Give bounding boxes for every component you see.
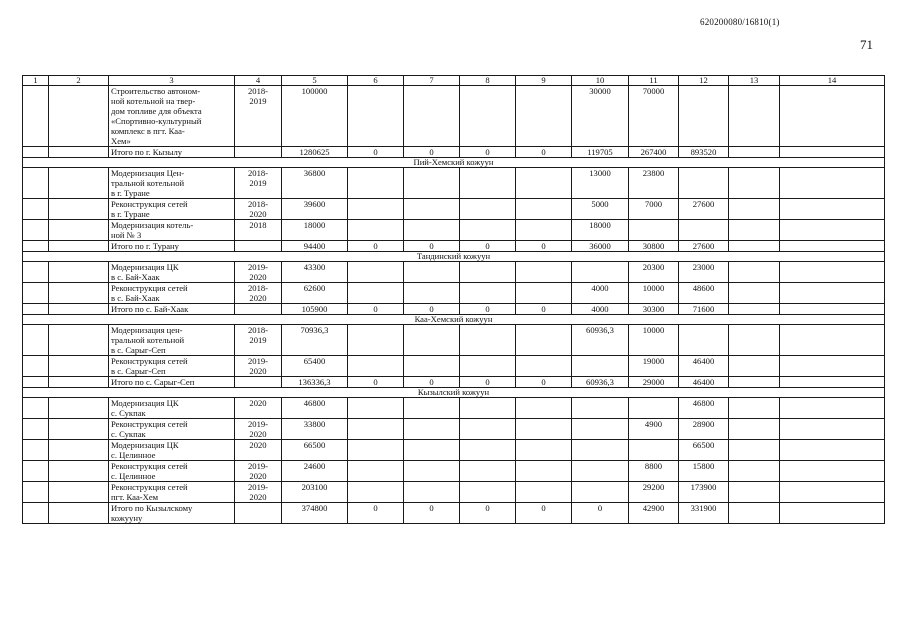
cell-col2 — [49, 262, 109, 283]
value-cell-c5: 105900 — [282, 304, 348, 315]
value-cell-c7 — [404, 356, 460, 377]
value-cell-c11: 23800 — [629, 168, 679, 199]
cell-col13 — [729, 482, 780, 503]
value-cell-c5: 100000 — [282, 86, 348, 147]
column-number-5: 5 — [282, 76, 348, 86]
value-cell-c10: 119705 — [572, 147, 629, 158]
table-row — [23, 220, 885, 241]
cell-col2 — [49, 440, 109, 461]
period-cell — [235, 377, 282, 388]
period-cell: 2019- 2020 — [235, 419, 282, 440]
table-row — [23, 168, 885, 199]
value-cell-c8 — [460, 325, 516, 356]
cell-col1 — [23, 220, 49, 241]
value-cell-c9: 0 — [516, 241, 572, 252]
value-cell-c10 — [572, 262, 629, 283]
value-cell-c5: 374800 — [282, 503, 348, 524]
value-cell-c12 — [679, 86, 729, 147]
cell-col2 — [49, 325, 109, 356]
value-cell-c6 — [348, 262, 404, 283]
document-number: 620200080/16810(1) — [700, 17, 780, 27]
measure-name-cell: Модернизация котель- ной № 3 — [109, 220, 235, 241]
column-number-12: 12 — [679, 76, 729, 86]
value-cell-c7 — [404, 482, 460, 503]
value-cell-c6: 0 — [348, 147, 404, 158]
cell-col14 — [780, 86, 885, 147]
value-cell-c10: 60936,3 — [572, 377, 629, 388]
measure-name-cell: Модернизация ЦК с. Сукпак — [109, 398, 235, 419]
value-cell-c7 — [404, 419, 460, 440]
value-cell-c11: 30300 — [629, 304, 679, 315]
value-cell-c9: 0 — [516, 377, 572, 388]
cell-col14 — [780, 147, 885, 158]
value-cell-c11: 30800 — [629, 241, 679, 252]
table-row — [23, 199, 885, 220]
value-cell-c12: 28900 — [679, 419, 729, 440]
value-cell-c8 — [460, 482, 516, 503]
value-cell-c7: 0 — [404, 503, 460, 524]
value-cell-c9 — [516, 283, 572, 304]
period-cell: 2019- 2020 — [235, 461, 282, 482]
cell-col2 — [49, 356, 109, 377]
table-row — [23, 461, 885, 482]
measure-name-cell: Итого по с. Сарыг-Сеп — [109, 377, 235, 388]
cell-col1 — [23, 241, 49, 252]
value-cell-c5: 203100 — [282, 482, 348, 503]
cell-col2 — [49, 482, 109, 503]
cell-col14 — [780, 482, 885, 503]
value-cell-c8 — [460, 461, 516, 482]
value-cell-c12 — [679, 168, 729, 199]
value-cell-c6 — [348, 168, 404, 199]
value-cell-c12: 893520 — [679, 147, 729, 158]
value-cell-c12 — [679, 220, 729, 241]
cell-col14 — [780, 262, 885, 283]
value-cell-c7 — [404, 325, 460, 356]
value-cell-c7 — [404, 168, 460, 199]
value-cell-c8 — [460, 86, 516, 147]
value-cell-c9: 0 — [516, 503, 572, 524]
cell-col2 — [49, 398, 109, 419]
period-cell: 2020 — [235, 440, 282, 461]
value-cell-c10 — [572, 461, 629, 482]
value-cell-c5: 36800 — [282, 168, 348, 199]
value-cell-c12: 71600 — [679, 304, 729, 315]
cell-col2 — [49, 241, 109, 252]
measure-name-cell: Модернизация цен- тральной котельной в с. Сарыг-Сеп — [109, 325, 235, 356]
value-cell-c7 — [404, 398, 460, 419]
value-cell-c10: 30000 — [572, 86, 629, 147]
cell-col2 — [49, 283, 109, 304]
cell-col2 — [49, 304, 109, 315]
cell-col13 — [729, 86, 780, 147]
cell-col1 — [23, 325, 49, 356]
cell-col13 — [729, 503, 780, 524]
cell-col1 — [23, 262, 49, 283]
value-cell-c11: 19000 — [629, 356, 679, 377]
value-cell-c5: 70936,3 — [282, 325, 348, 356]
value-cell-c11: 29000 — [629, 377, 679, 388]
value-cell-c10 — [572, 440, 629, 461]
column-number-13: 13 — [729, 76, 780, 86]
value-cell-c8 — [460, 283, 516, 304]
column-number-row — [23, 76, 885, 86]
cell-col1 — [23, 283, 49, 304]
cell-col1 — [23, 86, 49, 147]
value-cell-c10: 0 — [572, 503, 629, 524]
period-cell: 2020 — [235, 398, 282, 419]
cell-col2 — [49, 168, 109, 199]
value-cell-c9 — [516, 199, 572, 220]
measure-name-cell: Реконструкция сетей в г. Туране — [109, 199, 235, 220]
cell-col14 — [780, 168, 885, 199]
period-cell: 2019- 2020 — [235, 262, 282, 283]
measure-name-cell: Модернизация Цен- тральной котельной в г. Туране — [109, 168, 235, 199]
value-cell-c11: 42900 — [629, 503, 679, 524]
value-cell-c5: 24600 — [282, 461, 348, 482]
value-cell-c10 — [572, 482, 629, 503]
period-cell: 2018- 2019 — [235, 86, 282, 147]
value-cell-c12: 66500 — [679, 440, 729, 461]
value-cell-c12: 46800 — [679, 398, 729, 419]
period-cell: 2018- 2020 — [235, 199, 282, 220]
value-cell-c5: 94400 — [282, 241, 348, 252]
cell-col1 — [23, 147, 49, 158]
section-title: Кызылский кожуун — [23, 388, 885, 398]
cell-col2 — [49, 147, 109, 158]
table-row — [23, 325, 885, 356]
value-cell-c11 — [629, 220, 679, 241]
cell-col14 — [780, 419, 885, 440]
cell-col1 — [23, 398, 49, 419]
period-cell — [235, 304, 282, 315]
value-cell-c6: 0 — [348, 304, 404, 315]
cell-col1 — [23, 461, 49, 482]
value-cell-c8 — [460, 168, 516, 199]
value-cell-c11: 10000 — [629, 325, 679, 356]
cell-col14 — [780, 461, 885, 482]
value-cell-c12: 27600 — [679, 199, 729, 220]
measure-name-cell: Итого по г. Турану — [109, 241, 235, 252]
measure-name-cell: Реконструкция сетей с. Целинное — [109, 461, 235, 482]
cell-col13 — [729, 440, 780, 461]
value-cell-c6 — [348, 398, 404, 419]
period-cell — [235, 241, 282, 252]
cell-col1 — [23, 419, 49, 440]
value-cell-c11: 4900 — [629, 419, 679, 440]
value-cell-c12: 48600 — [679, 283, 729, 304]
measure-name-cell: Реконструкция сетей с. Сукпак — [109, 419, 235, 440]
value-cell-c6 — [348, 199, 404, 220]
cell-col1 — [23, 199, 49, 220]
cell-col13 — [729, 168, 780, 199]
value-cell-c8: 0 — [460, 503, 516, 524]
value-cell-c6 — [348, 356, 404, 377]
cell-col13 — [729, 220, 780, 241]
value-cell-c9: 0 — [516, 304, 572, 315]
column-number-2: 2 — [49, 76, 109, 86]
column-number-6: 6 — [348, 76, 404, 86]
measure-name-cell: Реконструкция сетей пгт. Каа-Хем — [109, 482, 235, 503]
value-cell-c7: 0 — [404, 377, 460, 388]
cell-col13 — [729, 262, 780, 283]
value-cell-c8 — [460, 356, 516, 377]
value-cell-c6 — [348, 461, 404, 482]
value-cell-c5: 33800 — [282, 419, 348, 440]
measure-name-cell: Итого по с. Бай-Хаак — [109, 304, 235, 315]
section-title: Тандинский кожуун — [23, 252, 885, 262]
table-row — [23, 398, 885, 419]
value-cell-c7 — [404, 440, 460, 461]
cell-col14 — [780, 220, 885, 241]
value-cell-c6 — [348, 419, 404, 440]
section-header-row — [23, 158, 885, 168]
cell-col13 — [729, 283, 780, 304]
value-cell-c9 — [516, 86, 572, 147]
value-cell-c10: 4000 — [572, 304, 629, 315]
period-cell: 2018 — [235, 220, 282, 241]
value-cell-c8: 0 — [460, 304, 516, 315]
cell-col2 — [49, 199, 109, 220]
column-number-4: 4 — [235, 76, 282, 86]
measure-name-cell: Модернизация ЦК в с. Бай-Хаак — [109, 262, 235, 283]
section-header-row — [23, 388, 885, 398]
value-cell-c5: 46800 — [282, 398, 348, 419]
value-cell-c12: 46400 — [679, 356, 729, 377]
section-title: Пий-Хемский кожуун — [23, 158, 885, 168]
table-row — [23, 283, 885, 304]
value-cell-c8 — [460, 419, 516, 440]
measure-name-cell: Реконструкция сетей в с. Бай-Хаак — [109, 283, 235, 304]
measure-name-cell: Итого по г. Кызылу — [109, 147, 235, 158]
value-cell-c11: 7000 — [629, 199, 679, 220]
cell-col2 — [49, 461, 109, 482]
value-cell-c5: 66500 — [282, 440, 348, 461]
budget-table — [22, 75, 885, 524]
value-cell-c7: 0 — [404, 241, 460, 252]
cell-col1 — [23, 440, 49, 461]
value-cell-c6: 0 — [348, 377, 404, 388]
value-cell-c5: 1280625 — [282, 147, 348, 158]
cell-col14 — [780, 304, 885, 315]
value-cell-c8 — [460, 440, 516, 461]
value-cell-c11: 70000 — [629, 86, 679, 147]
cell-col13 — [729, 199, 780, 220]
column-number-10: 10 — [572, 76, 629, 86]
value-cell-c6 — [348, 440, 404, 461]
cell-col14 — [780, 377, 885, 388]
value-cell-c6 — [348, 325, 404, 356]
value-cell-c5: 39600 — [282, 199, 348, 220]
value-cell-c10: 13000 — [572, 168, 629, 199]
section-header-row — [23, 315, 885, 325]
period-cell: 2018- 2020 — [235, 283, 282, 304]
table-row — [23, 356, 885, 377]
column-number-7: 7 — [404, 76, 460, 86]
table-row — [23, 304, 885, 315]
value-cell-c10: 4000 — [572, 283, 629, 304]
value-cell-c11: 8800 — [629, 461, 679, 482]
value-cell-c5: 136336,3 — [282, 377, 348, 388]
cell-col1 — [23, 482, 49, 503]
value-cell-c9: 0 — [516, 147, 572, 158]
table-row — [23, 86, 885, 147]
page-number: 71 — [860, 37, 873, 52]
cell-col13 — [729, 325, 780, 356]
value-cell-c7 — [404, 199, 460, 220]
value-cell-c5: 62600 — [282, 283, 348, 304]
measure-name-cell: Модернизация ЦК с. Целинное — [109, 440, 235, 461]
cell-col14 — [780, 283, 885, 304]
period-cell — [235, 147, 282, 158]
period-cell: 2019- 2020 — [235, 356, 282, 377]
value-cell-c10: 5000 — [572, 199, 629, 220]
table-row — [23, 147, 885, 158]
column-number-9: 9 — [516, 76, 572, 86]
value-cell-c8 — [460, 262, 516, 283]
table-row — [23, 440, 885, 461]
value-cell-c11: 29200 — [629, 482, 679, 503]
cell-col2 — [49, 86, 109, 147]
cell-col2 — [49, 503, 109, 524]
measure-name-cell: Строительство автоном- ной котельной на твер- дом топливе для объекта «Спортивно-культурный комплекс в пгт. Каа- Хем» — [109, 86, 235, 147]
value-cell-c6 — [348, 283, 404, 304]
value-cell-c10: 60936,3 — [572, 325, 629, 356]
value-cell-c10 — [572, 398, 629, 419]
column-number-14: 14 — [780, 76, 885, 86]
value-cell-c8: 0 — [460, 147, 516, 158]
value-cell-c12: 173900 — [679, 482, 729, 503]
cell-col13 — [729, 147, 780, 158]
cell-col1 — [23, 304, 49, 315]
measure-name-cell: Итого по Кызылскому кожууну — [109, 503, 235, 524]
value-cell-c11: 20300 — [629, 262, 679, 283]
value-cell-c8: 0 — [460, 377, 516, 388]
value-cell-c7 — [404, 262, 460, 283]
value-cell-c7 — [404, 283, 460, 304]
cell-col13 — [729, 304, 780, 315]
cell-col14 — [780, 199, 885, 220]
value-cell-c9 — [516, 419, 572, 440]
cell-col14 — [780, 503, 885, 524]
cell-col13 — [729, 398, 780, 419]
column-number-1: 1 — [23, 76, 49, 86]
value-cell-c10: 36000 — [572, 241, 629, 252]
cell-col2 — [49, 419, 109, 440]
value-cell-c12: 27600 — [679, 241, 729, 252]
table-row — [23, 241, 885, 252]
value-cell-c9 — [516, 398, 572, 419]
value-cell-c10: 18000 — [572, 220, 629, 241]
cell-col14 — [780, 241, 885, 252]
value-cell-c11 — [629, 398, 679, 419]
value-cell-c12 — [679, 325, 729, 356]
period-cell: 2018- 2019 — [235, 168, 282, 199]
value-cell-c9 — [516, 168, 572, 199]
period-cell — [235, 503, 282, 524]
value-cell-c6 — [348, 482, 404, 503]
value-cell-c7 — [404, 86, 460, 147]
cell-col13 — [729, 377, 780, 388]
value-cell-c12: 23000 — [679, 262, 729, 283]
value-cell-c9 — [516, 461, 572, 482]
cell-col13 — [729, 241, 780, 252]
table-row — [23, 262, 885, 283]
column-number-8: 8 — [460, 76, 516, 86]
value-cell-c12: 46400 — [679, 377, 729, 388]
table-row — [23, 377, 885, 388]
value-cell-c7: 0 — [404, 147, 460, 158]
cell-col14 — [780, 440, 885, 461]
value-cell-c12: 15800 — [679, 461, 729, 482]
value-cell-c9 — [516, 440, 572, 461]
value-cell-c8: 0 — [460, 241, 516, 252]
cell-col13 — [729, 419, 780, 440]
value-cell-c6 — [348, 220, 404, 241]
value-cell-c5: 43300 — [282, 262, 348, 283]
value-cell-c5: 18000 — [282, 220, 348, 241]
value-cell-c6 — [348, 86, 404, 147]
section-header-row — [23, 252, 885, 262]
cell-col2 — [49, 220, 109, 241]
value-cell-c8 — [460, 199, 516, 220]
value-cell-c10 — [572, 419, 629, 440]
table-row — [23, 419, 885, 440]
cell-col13 — [729, 356, 780, 377]
cell-col14 — [780, 356, 885, 377]
period-cell: 2019- 2020 — [235, 482, 282, 503]
column-number-3: 3 — [109, 76, 235, 86]
value-cell-c7: 0 — [404, 304, 460, 315]
value-cell-c11: 267400 — [629, 147, 679, 158]
cell-col1 — [23, 168, 49, 199]
cell-col1 — [23, 356, 49, 377]
table-body — [23, 76, 885, 524]
value-cell-c11: 10000 — [629, 283, 679, 304]
value-cell-c9 — [516, 325, 572, 356]
value-cell-c9 — [516, 356, 572, 377]
value-cell-c7 — [404, 461, 460, 482]
value-cell-c8 — [460, 398, 516, 419]
value-cell-c10 — [572, 356, 629, 377]
value-cell-c11 — [629, 440, 679, 461]
value-cell-c6: 0 — [348, 503, 404, 524]
measure-name-cell: Реконструкция сетей в с. Сарыг-Сеп — [109, 356, 235, 377]
cell-col13 — [729, 461, 780, 482]
table-row — [23, 503, 885, 524]
period-cell: 2018- 2019 — [235, 325, 282, 356]
value-cell-c12: 331900 — [679, 503, 729, 524]
cell-col14 — [780, 398, 885, 419]
value-cell-c5: 65400 — [282, 356, 348, 377]
value-cell-c9 — [516, 262, 572, 283]
cell-col2 — [49, 377, 109, 388]
cell-col1 — [23, 503, 49, 524]
cell-col14 — [780, 325, 885, 356]
value-cell-c9 — [516, 482, 572, 503]
value-cell-c6: 0 — [348, 241, 404, 252]
section-title: Каа-Хемский кожуун — [23, 315, 885, 325]
value-cell-c9 — [516, 220, 572, 241]
value-cell-c8 — [460, 220, 516, 241]
cell-col1 — [23, 377, 49, 388]
table-row — [23, 482, 885, 503]
value-cell-c7 — [404, 220, 460, 241]
column-number-11: 11 — [629, 76, 679, 86]
